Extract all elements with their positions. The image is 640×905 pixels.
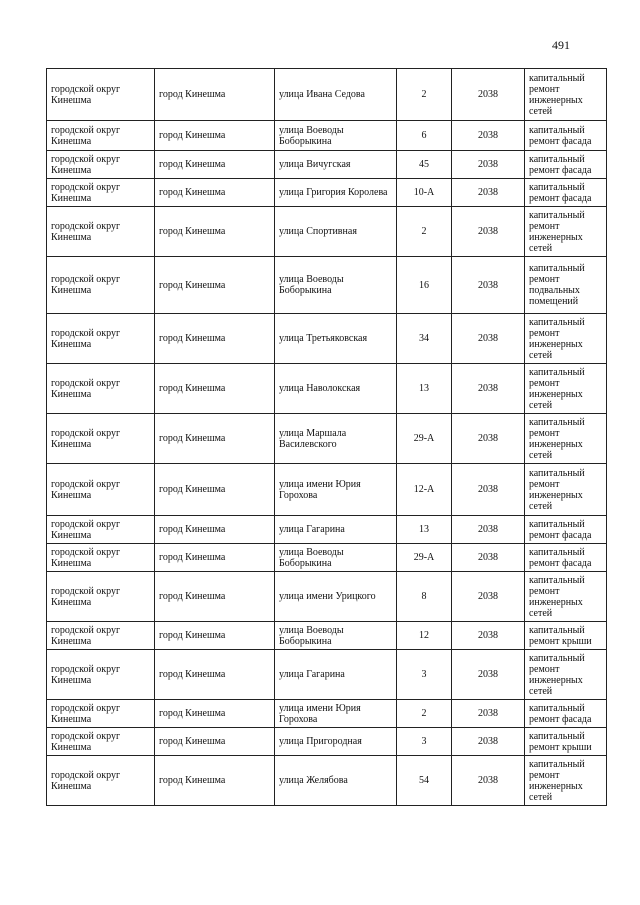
- work-type-cell: капитальный ремонт инженерных сетей: [525, 464, 607, 516]
- settlement-cell: город Кинешма: [155, 464, 275, 516]
- table-row: [47, 622, 607, 650]
- district-cell: городской округ Кинешма: [47, 622, 155, 650]
- settlement-cell: город Кинешма: [155, 414, 275, 464]
- work-type-cell: капитальный ремонт инженерных сетей: [525, 207, 607, 257]
- street-cell: улица Воеводы Боборыкина: [275, 622, 397, 650]
- street-cell: улица Спортивная: [275, 207, 397, 257]
- district-cell: городской округ Кинешма: [47, 151, 155, 179]
- district-cell: городской округ Кинешма: [47, 572, 155, 622]
- street-cell: улица Ивана Седова: [275, 69, 397, 121]
- district-cell: городской округ Кинешма: [47, 700, 155, 728]
- house-number-cell: 13: [397, 516, 452, 544]
- house-number-cell: 45: [397, 151, 452, 179]
- work-type-cell: капитальный ремонт инженерных сетей: [525, 314, 607, 364]
- house-number-cell: 6: [397, 121, 452, 151]
- work-type-cell: капитальный ремонт инженерных сетей: [525, 69, 607, 121]
- house-number-cell: 16: [397, 257, 452, 314]
- house-number-cell: 2: [397, 207, 452, 257]
- year-cell: 2038: [452, 516, 525, 544]
- district-cell: городской округ Кинешма: [47, 516, 155, 544]
- district-cell: городской округ Кинешма: [47, 650, 155, 700]
- work-type-cell: капитальный ремонт инженерных сетей: [525, 414, 607, 464]
- table-row: [47, 516, 607, 544]
- settlement-cell: город Кинешма: [155, 121, 275, 151]
- house-number-cell: 8: [397, 572, 452, 622]
- settlement-cell: город Кинешма: [155, 572, 275, 622]
- street-cell: улица Гагарина: [275, 650, 397, 700]
- district-cell: городской округ Кинешма: [47, 756, 155, 806]
- street-cell: улица имени Юрия Горохова: [275, 700, 397, 728]
- work-type-cell: капитальный ремонт подвальных помещений: [525, 257, 607, 314]
- street-cell: улица Воеводы Боборыкина: [275, 544, 397, 572]
- district-cell: городской округ Кинешма: [47, 414, 155, 464]
- house-number-cell: 29-А: [397, 544, 452, 572]
- year-cell: 2038: [452, 151, 525, 179]
- house-number-cell: 34: [397, 314, 452, 364]
- work-type-cell: капитальный ремонт инженерных сетей: [525, 572, 607, 622]
- street-cell: улица Третьяковская: [275, 314, 397, 364]
- table-row: [47, 69, 607, 121]
- work-type-cell: капитальный ремонт фасада: [525, 516, 607, 544]
- street-cell: улица Воеводы Боборыкина: [275, 257, 397, 314]
- year-cell: 2038: [452, 364, 525, 414]
- table-row: [47, 257, 607, 314]
- table-row: [47, 700, 607, 728]
- house-number-cell: 2: [397, 700, 452, 728]
- year-cell: 2038: [452, 544, 525, 572]
- house-number-cell: 13: [397, 364, 452, 414]
- settlement-cell: город Кинешма: [155, 756, 275, 806]
- settlement-cell: город Кинешма: [155, 544, 275, 572]
- work-type-cell: капитальный ремонт фасада: [525, 700, 607, 728]
- district-cell: городской округ Кинешма: [47, 544, 155, 572]
- house-number-cell: 3: [397, 728, 452, 756]
- district-cell: городской округ Кинешма: [47, 69, 155, 121]
- table-row: [47, 314, 607, 364]
- settlement-cell: город Кинешма: [155, 700, 275, 728]
- district-cell: городской округ Кинешма: [47, 179, 155, 207]
- street-cell: улица Григория Королева: [275, 179, 397, 207]
- house-number-cell: 2: [397, 69, 452, 121]
- table-row: [47, 151, 607, 179]
- house-number-cell: 3: [397, 650, 452, 700]
- district-cell: городской округ Кинешма: [47, 257, 155, 314]
- year-cell: 2038: [452, 207, 525, 257]
- street-cell: улица имени Юрия Горохова: [275, 464, 397, 516]
- settlement-cell: город Кинешма: [155, 151, 275, 179]
- settlement-cell: город Кинешма: [155, 207, 275, 257]
- house-number-cell: 12: [397, 622, 452, 650]
- settlement-cell: город Кинешма: [155, 650, 275, 700]
- table-body: [47, 69, 607, 806]
- settlement-cell: город Кинешма: [155, 728, 275, 756]
- settlement-cell: город Кинешма: [155, 69, 275, 121]
- table-row: [47, 464, 607, 516]
- settlement-cell: город Кинешма: [155, 314, 275, 364]
- street-cell: улица имени Урицкого: [275, 572, 397, 622]
- street-cell: улица Маршала Василевского: [275, 414, 397, 464]
- table-row: [47, 414, 607, 464]
- page-number: 491: [552, 38, 570, 52]
- work-type-cell: капитальный ремонт фасада: [525, 544, 607, 572]
- table-row: [47, 179, 607, 207]
- year-cell: 2038: [452, 756, 525, 806]
- work-type-cell: капитальный ремонт крыши: [525, 728, 607, 756]
- settlement-cell: город Кинешма: [155, 257, 275, 314]
- district-cell: городской округ Кинешма: [47, 314, 155, 364]
- year-cell: 2038: [452, 464, 525, 516]
- year-cell: 2038: [452, 622, 525, 650]
- street-cell: улица Наволокская: [275, 364, 397, 414]
- table-row: [47, 364, 607, 414]
- work-type-cell: капитальный ремонт инженерных сетей: [525, 650, 607, 700]
- table-row: [47, 121, 607, 151]
- district-cell: городской округ Кинешма: [47, 728, 155, 756]
- table-row: [47, 572, 607, 622]
- year-cell: 2038: [452, 121, 525, 151]
- street-cell: улица Воеводы Боборыкина: [275, 121, 397, 151]
- settlement-cell: город Кинешма: [155, 622, 275, 650]
- work-type-cell: капитальный ремонт инженерных сетей: [525, 756, 607, 806]
- year-cell: 2038: [452, 314, 525, 364]
- year-cell: 2038: [452, 257, 525, 314]
- year-cell: 2038: [452, 69, 525, 121]
- table-row: [47, 650, 607, 700]
- table-row: [47, 544, 607, 572]
- table-row: [47, 756, 607, 806]
- district-cell: городской округ Кинешма: [47, 207, 155, 257]
- year-cell: 2038: [452, 700, 525, 728]
- year-cell: 2038: [452, 179, 525, 207]
- work-type-cell: капитальный ремонт фасада: [525, 179, 607, 207]
- street-cell: улица Пригородная: [275, 728, 397, 756]
- district-cell: городской округ Кинешма: [47, 364, 155, 414]
- table-row: [47, 728, 607, 756]
- settlement-cell: город Кинешма: [155, 179, 275, 207]
- house-number-cell: 12-А: [397, 464, 452, 516]
- house-number-cell: 10-А: [397, 179, 452, 207]
- street-cell: улица Гагарина: [275, 516, 397, 544]
- year-cell: 2038: [452, 414, 525, 464]
- year-cell: 2038: [452, 650, 525, 700]
- year-cell: 2038: [452, 572, 525, 622]
- work-type-cell: капитальный ремонт фасада: [525, 121, 607, 151]
- street-cell: улица Желябова: [275, 756, 397, 806]
- year-cell: 2038: [452, 728, 525, 756]
- house-number-cell: 54: [397, 756, 452, 806]
- district-cell: городской округ Кинешма: [47, 464, 155, 516]
- house-number-cell: 29-А: [397, 414, 452, 464]
- work-type-cell: капитальный ремонт фасада: [525, 151, 607, 179]
- work-type-cell: капитальный ремонт инженерных сетей: [525, 364, 607, 414]
- district-cell: городской округ Кинешма: [47, 121, 155, 151]
- settlement-cell: город Кинешма: [155, 364, 275, 414]
- settlement-cell: город Кинешма: [155, 516, 275, 544]
- work-type-cell: капитальный ремонт крыши: [525, 622, 607, 650]
- repair-schedule-table: [46, 68, 607, 806]
- table-row: [47, 207, 607, 257]
- street-cell: улица Вичугская: [275, 151, 397, 179]
